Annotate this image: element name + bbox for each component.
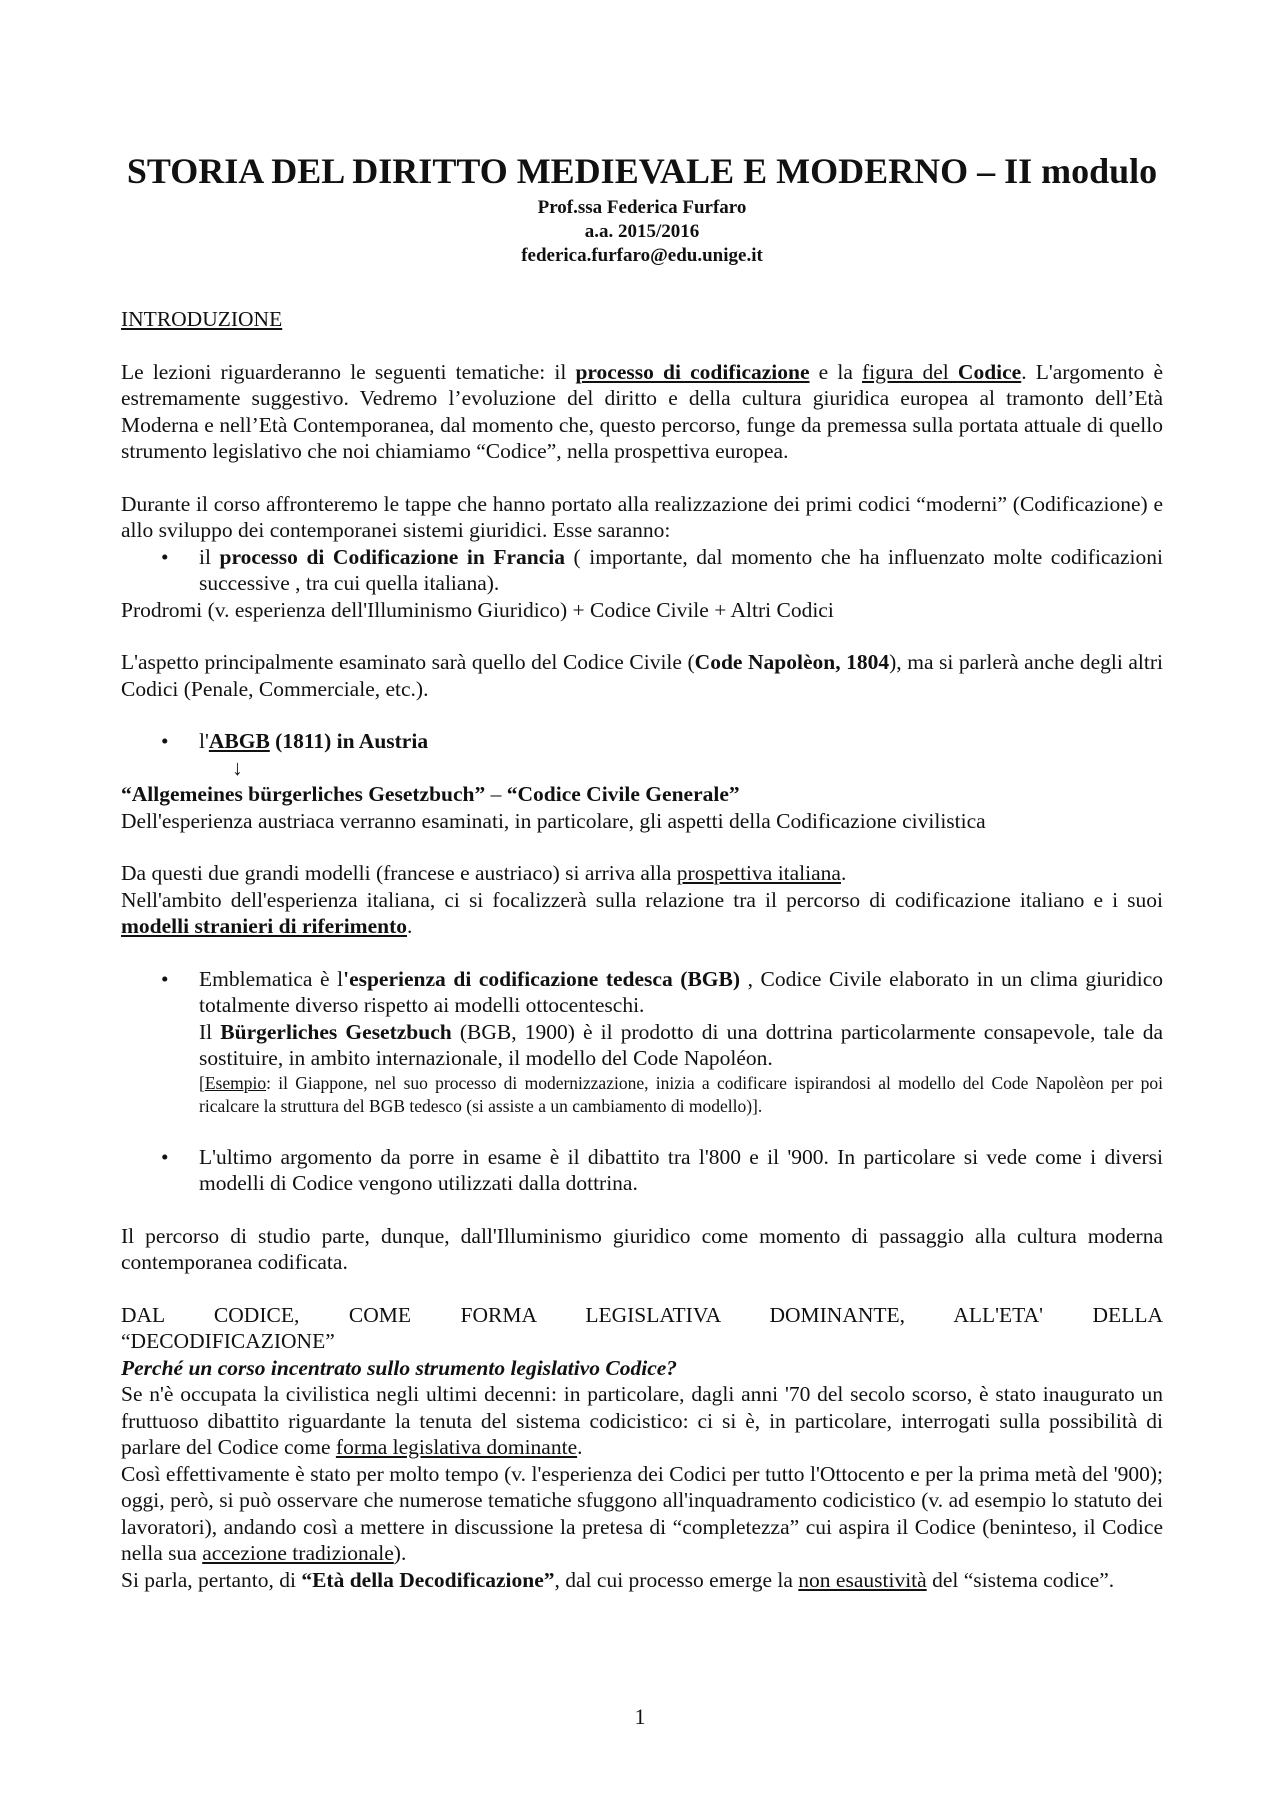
intro-paragraph-1: Le lezioni riguarderanno le seguenti tematiche: il processo di codificazione e la figura del Codice. L'argomento è estremamente suggestivo. Vedremo l’evoluzione del diritto e della cultura giuridica europea al tramonto dell’Età Moderna e nell’Età Contemporanea, dal momento che, questo percorso, funge da premessa sulla portata attuale di quello strumento legislativo che noi chiamiamo “Codice”, nella prospettiva europea. <box>121 359 1163 463</box>
bullet-icon: • <box>161 729 169 753</box>
page-content <box>121 150 1163 1593</box>
list-item: • il processo di Codificazione in Francia ( importante, dal momento che ha influenzato molte codificazioni successive , tra cui quella italiana). <box>161 544 1163 595</box>
page-number: 1 <box>634 1704 646 1729</box>
intro-paragraph-2: Durante il corso affronteremo le tappe che hanno portato alla realizzazione dei primi codici “moderni” (Codificazione) e allo sviluppo dei contemporanei sistemi giuridici. Esse saranno: <box>121 491 1163 542</box>
list-item: • L'ultimo argomento da porre in esame è il dibattito tra l'800 e il '900. In particolare si vede come i diversi modelli di Codice vengono utilizzati dalla dottrina. <box>161 1144 1163 1195</box>
section-paragraph-2: Così effettivamente è stato per molto tempo (v. l'esperienza dei Codici per tutto l'Ottocento e per la prima metà del '900); oggi, però, si può osservare che numerose tematiche sfuggono all'inquadramento codicistico (v. ad esempio lo statuto dei lavoratori), andando così a mettere in discussione la pretesa di “completezza” cui aspira il Codice (beninteso, il Codice nella sua accezione tradizionale). <box>121 1461 1163 1565</box>
topic-list-3 <box>121 966 1163 1197</box>
down-arrow-icon: ↓ <box>232 755 243 780</box>
section-paragraph-3: Si parla, pertanto, di “Età della Decodificazione”, dal cui processo emerge la non esaustività del “sistema codice”. <box>121 1567 1115 1592</box>
prodromi-line: Prodromi (v. esperienza dell'Illuminismo Giuridico) + Codice Civile + Altri Codici <box>121 597 834 622</box>
abgb-title: “Allgemeines bürgerliches Gesetzbuch” – “Codice Civile Generale” <box>121 782 740 806</box>
list-item: • Emblematica è l'esperienza di codificazione tedesca (BGB) , Codice Civile elaborato in un clima giuridico totalmente diverso rispetto ai modelli ottocenteschi. Il Bürgerliches Gesetzbuch (BGB, 1900) è il prodotto di una dottrina particolarmente consapevole, tale da sostituire, in ambito internazionale, il modello del Code Napoléon. [Esempio: il Giappone, nel suo processo di modernizzazione, inizia a codificare ispirandosi al modello del Code Napolèon per poi ricalcare la struttura del BGB tedesco (si assiste a un cambiamento di modello)]. <box>161 966 1164 1116</box>
abgb-description: Dell'esperienza austriaca verranno esaminati, in particolare, gli aspetti della Codificazione civilistica <box>121 808 986 833</box>
section-heading-line-1: DAL CODICE, COME FORMA LEGISLATIVA DOMINANTE, ALL'ETA' DELLA <box>121 1302 1163 1327</box>
intro-heading: INTRODUZIONE <box>121 307 283 331</box>
section-heading-line-2: “DECODIFICAZIONE” <box>121 1329 335 1353</box>
intro-paragraph-5: Nell'ambito dell'esperienza italiana, ci si focalizzerà sulla relazione tra il percorso di codificazione italiano e i suoi modelli stranieri di riferimento. <box>121 887 1163 938</box>
topic-list-2 <box>121 728 1163 755</box>
intro-paragraph-4: Da questi due grandi modelli (francese e austriaco) si arriva alla prospettiva italiana. <box>121 861 847 885</box>
section-paragraph-1: Se n'è occupata la civilistica negli ultimi decenni: in particolare, dagli anni '70 del secolo scorso, è stato inaugurato un fruttuoso dibattito riguardante la tenuta del sistema codicistico: ci si è, in particolare, interrogati sulla possibilità di parlare del Codice come forma legislativa dominante. <box>121 1382 1163 1459</box>
academic-year: a.a. 2015/2016 <box>584 221 700 242</box>
section-question: Perché un corso incentrato sullo strumento legislativo Codice? <box>121 1355 678 1380</box>
professor-name: Prof.ssa Federica Furfaro <box>537 197 747 218</box>
intro-paragraph-3: L'aspetto principalmente esaminato sarà quello del Codice Civile (Code Napolèon, 1804), ma si parlerà anche degli altri Codici (Penale, Commerciale, etc.). <box>121 650 1164 701</box>
document-title: STORIA DEL DIRITTO MEDIEVALE E MODERNO – II modulo <box>126 151 1158 191</box>
bullet-icon: • <box>161 544 169 569</box>
intro-paragraph-6: Il percorso di studio parte, dunque, dall'Illuminismo giuridico come momento di passaggio alla cultura moderna contemporanea codificata. <box>121 1223 1163 1274</box>
list-item: • l'ABGB (1811) in Austria <box>161 729 429 753</box>
bullet-icon: • <box>161 966 169 991</box>
contact-email: federica.furfaro@edu.unige.it <box>521 245 763 266</box>
example-note: [Esempio: il Giappone, nel suo processo di modernizzazione, inizia a codificare ispirandosi al modello del Code Napolèon per poi ricalcare la struttura del BGB tedesco (si assiste a un cambiamento di modello)]. <box>199 1072 1163 1116</box>
bullet-icon: • <box>161 1144 169 1169</box>
topic-list-1 <box>121 544 1163 597</box>
